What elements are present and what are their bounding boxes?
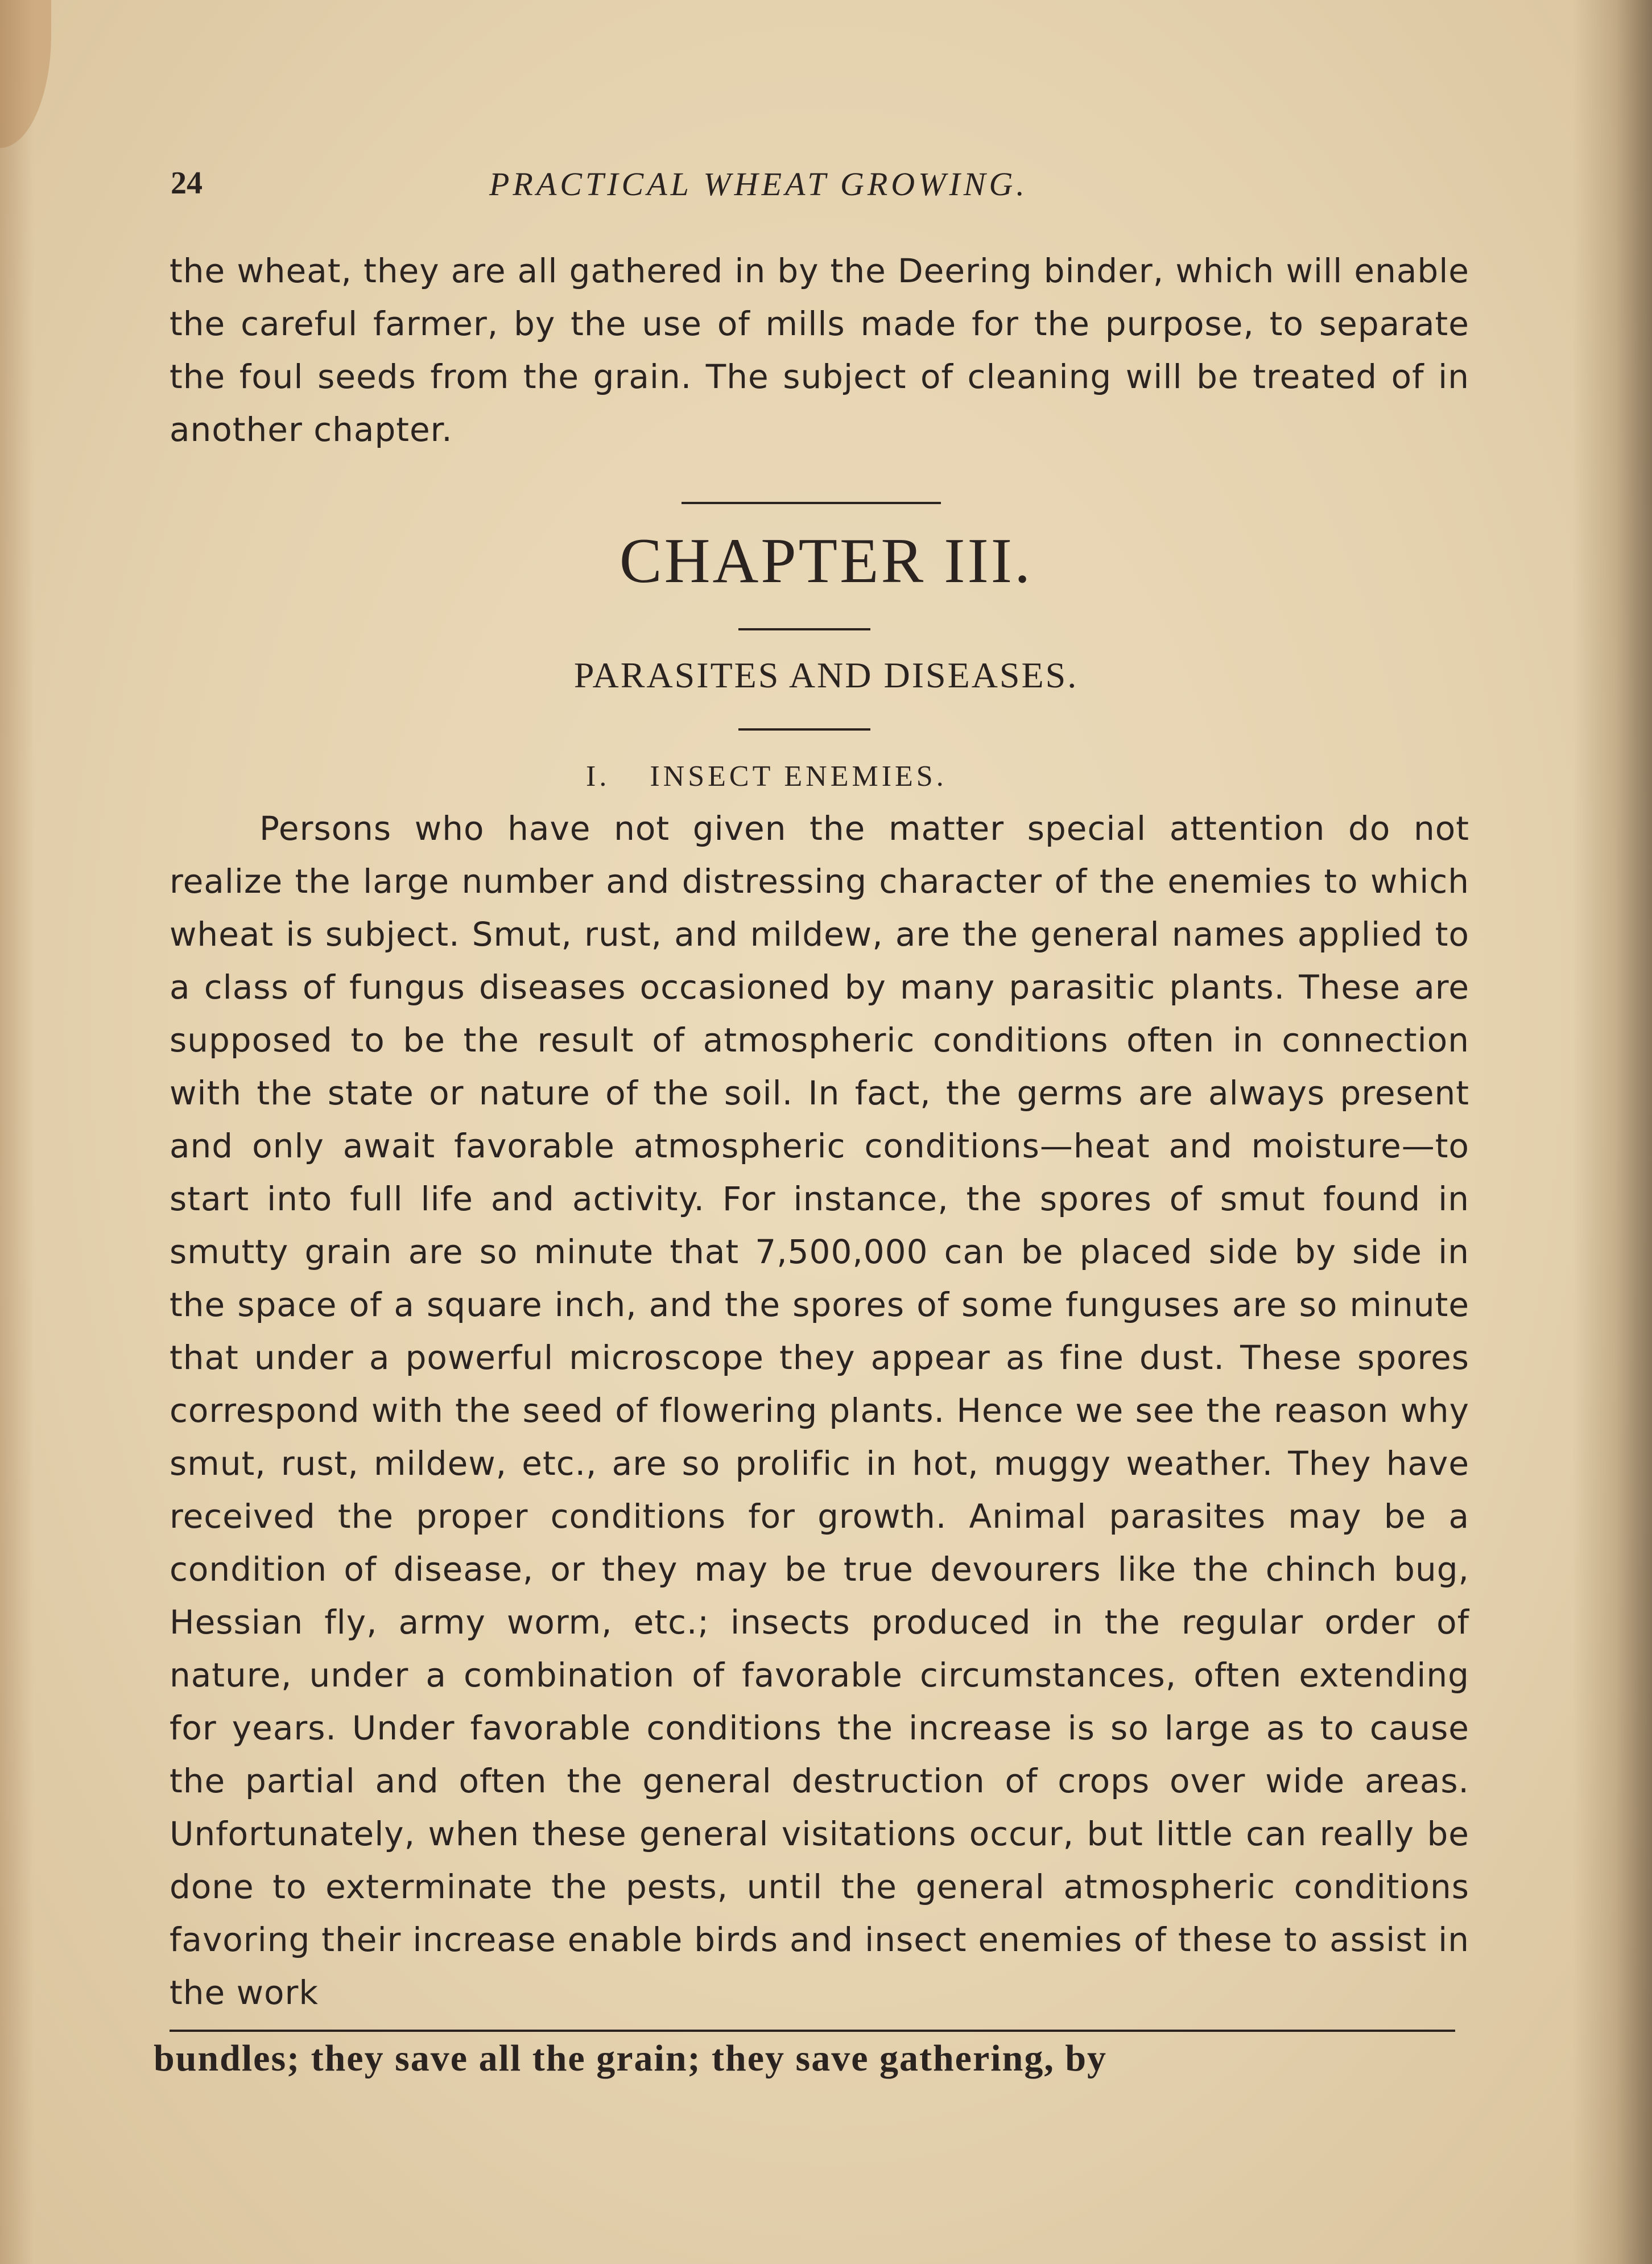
- binding-gutter: [1572, 0, 1652, 2264]
- footer-divider: [170, 2030, 1455, 2032]
- section-title: PARASITES AND DISEASES.: [573, 655, 1079, 695]
- section-divider-top: [682, 502, 941, 504]
- intro-paragraph: the wheat, they are all gathered in by the Deering binder, which will enable the careful farmer, by the use of mills made for the purpose, to separate the foul seeds from the grain. The subject of cleaning will be treated of in another chapter.: [170, 251, 1469, 449]
- footer-advert: bundles; they save all the grain; they save gathering, by: [154, 2038, 1108, 2079]
- running-head: [171, 165, 1448, 211]
- page-number: 24: [171, 166, 203, 201]
- subsection-title: INSECT ENEMIES.: [650, 760, 947, 793]
- chapter-divider: [738, 628, 870, 630]
- subsection-heading: [586, 760, 947, 793]
- running-title: PRACTICAL WHEAT GROWING.: [489, 166, 1028, 203]
- page-left-edge: [0, 0, 34, 2264]
- subsection-number: I.: [586, 760, 610, 793]
- section-divider: [738, 728, 870, 731]
- chapter-title: CHAPTER III.: [619, 526, 1033, 596]
- main-paragraph: Persons who have not given the matter special attention do not realize the large number and distressing character of the enemies to which wheat is subject. Smut, rust, and mildew, are the general names applied to a class of fungus diseases occasioned by many parasitic plants. These are supposed to be the result of atmospheric conditions often in connection with the state or nature of the soil. In fact, the germs are always present and only await favorable atmospheric conditions—heat and moisture—to start into full life and activity. For instance, the spores of smut found in smutty grain are so minute that 7,500,000 can be placed side by side in the space of a square inch, and the spores of some funguses are so minute that under a powerful microscope they appear as fine dust. These spores correspond with the seed of flowering plants. Hence we see the reason why smut, rust, mildew, etc., are so prolific in hot, muggy weather. They have received the proper conditions for growth. Animal parasites may be a condition of disease, or they may be true devourers like the chinch bug, Hessian fly, army worm, etc.; insects produced in the regular order of nature, under a combination of favorable circumstances, often extending for years. Under favorable conditions the increase is so large as to cause the partial and often the general destruction of crops over wide areas. Unfortunately, when these general visitations occur, but little can really be done to exterminate the pests, until the general atmospheric conditions favoring their increase enable birds and insect enemies of these to assist in the work: [170, 809, 1469, 2012]
